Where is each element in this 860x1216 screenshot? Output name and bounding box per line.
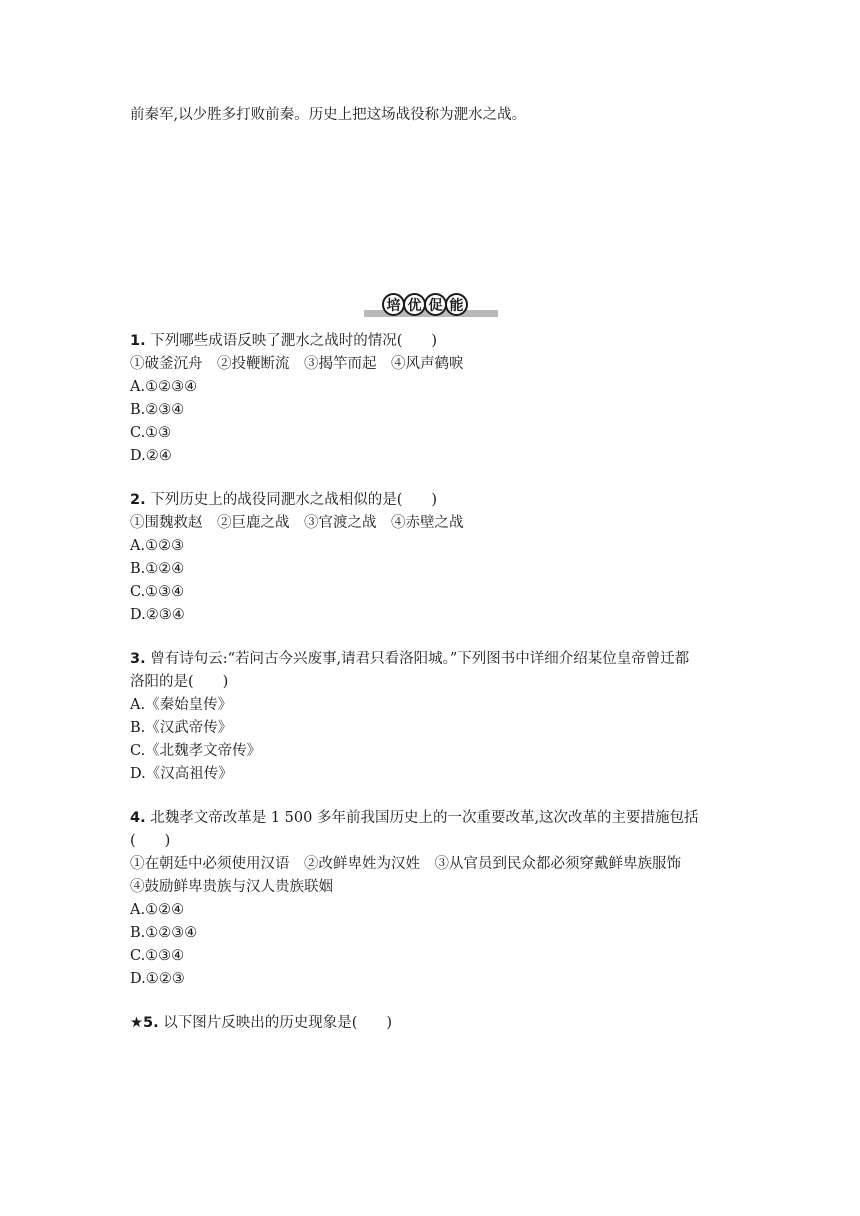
option-a[interactable]: A.①②③ <box>130 538 185 554</box>
option-c[interactable]: C.①③ <box>130 425 172 441</box>
question-number: 4. <box>130 810 146 826</box>
option-d[interactable]: D.②③④ <box>130 607 185 623</box>
question-text-continued: ( ) <box>130 833 171 849</box>
option-d[interactable]: D.《汉高祖传》 <box>130 766 233 782</box>
option-a[interactable]: A.《秦始皇传》 <box>130 697 233 713</box>
option-c[interactable]: C.①③④ <box>130 948 185 964</box>
question-stem <box>130 648 740 671</box>
question-number: 3. <box>130 651 146 667</box>
option-b[interactable]: B.①②③④ <box>130 925 198 941</box>
section-heading <box>364 293 498 321</box>
section-heading-char: 促 <box>424 293 447 316</box>
option-a[interactable]: A.①②④ <box>130 902 185 918</box>
intro-paragraph: 前秦军,以少胜多打败前秦。历史上把这场战役称为淝水之战。 <box>130 107 527 123</box>
section-heading-char: 培 <box>382 293 405 316</box>
question-text: 下列哪些成语反映了淝水之战时的情况( ) <box>145 333 438 349</box>
question-5 <box>130 1012 740 1035</box>
option-b[interactable]: B.《汉武帝传》 <box>130 720 233 736</box>
question-items-continued: ④鼓励鲜卑贵族与汉人贵族联姻 <box>130 879 333 895</box>
question-items: ①围魏救赵 ②巨鹿之战 ③官渡之战 ④赤壁之战 <box>130 515 464 531</box>
option-c[interactable]: C.①③④ <box>130 584 185 600</box>
question-text-continued: 洛阳的是( ) <box>130 674 229 690</box>
question-text: 下列历史上的战役同淝水之战相似的是( ) <box>145 492 438 508</box>
question-number: ★5. <box>130 1015 159 1031</box>
option-b[interactable]: B.②③④ <box>130 402 185 418</box>
question-stem <box>130 489 740 512</box>
section-heading-char: 能 <box>445 293 468 316</box>
question-text: 北魏孝文帝改革是 1 500 多年前我国历史上的一次重要改革,这次改革的主要措施包括 <box>145 810 699 826</box>
question-items: ①破釜沉舟 ②投鞭断流 ③揭竿而起 ④风声鹤唳 <box>130 356 464 372</box>
question-number: 2. <box>130 492 146 508</box>
question-stem <box>130 807 740 830</box>
question-2 <box>130 489 740 627</box>
question-stem <box>130 1012 740 1035</box>
question-items: ①在朝廷中必须使用汉语 ②改鲜卑姓为汉姓 ③从官员到民众都必须穿戴鲜卑族服饰 <box>130 856 681 872</box>
section-heading-char: 优 <box>403 293 426 316</box>
question-1 <box>130 330 740 468</box>
question-text: 以下图片反映出的历史现象是( ) <box>158 1015 393 1031</box>
option-a[interactable]: A.①②③④ <box>130 379 198 395</box>
question-4 <box>130 807 740 991</box>
question-text: 曾有诗句云:“若问古今兴废事,请君只看洛阳城。”下列图书中详细介绍某位皇帝曾迁都 <box>145 651 690 667</box>
option-d[interactable]: D.①②③ <box>130 971 185 987</box>
option-b[interactable]: B.①②④ <box>130 561 185 577</box>
question-number: 1. <box>130 333 146 349</box>
option-c[interactable]: C.《北魏孝文帝传》 <box>130 743 262 759</box>
question-3 <box>130 648 740 786</box>
question-list <box>130 330 740 1056</box>
question-stem <box>130 330 740 353</box>
option-d[interactable]: D.②④ <box>130 448 172 464</box>
